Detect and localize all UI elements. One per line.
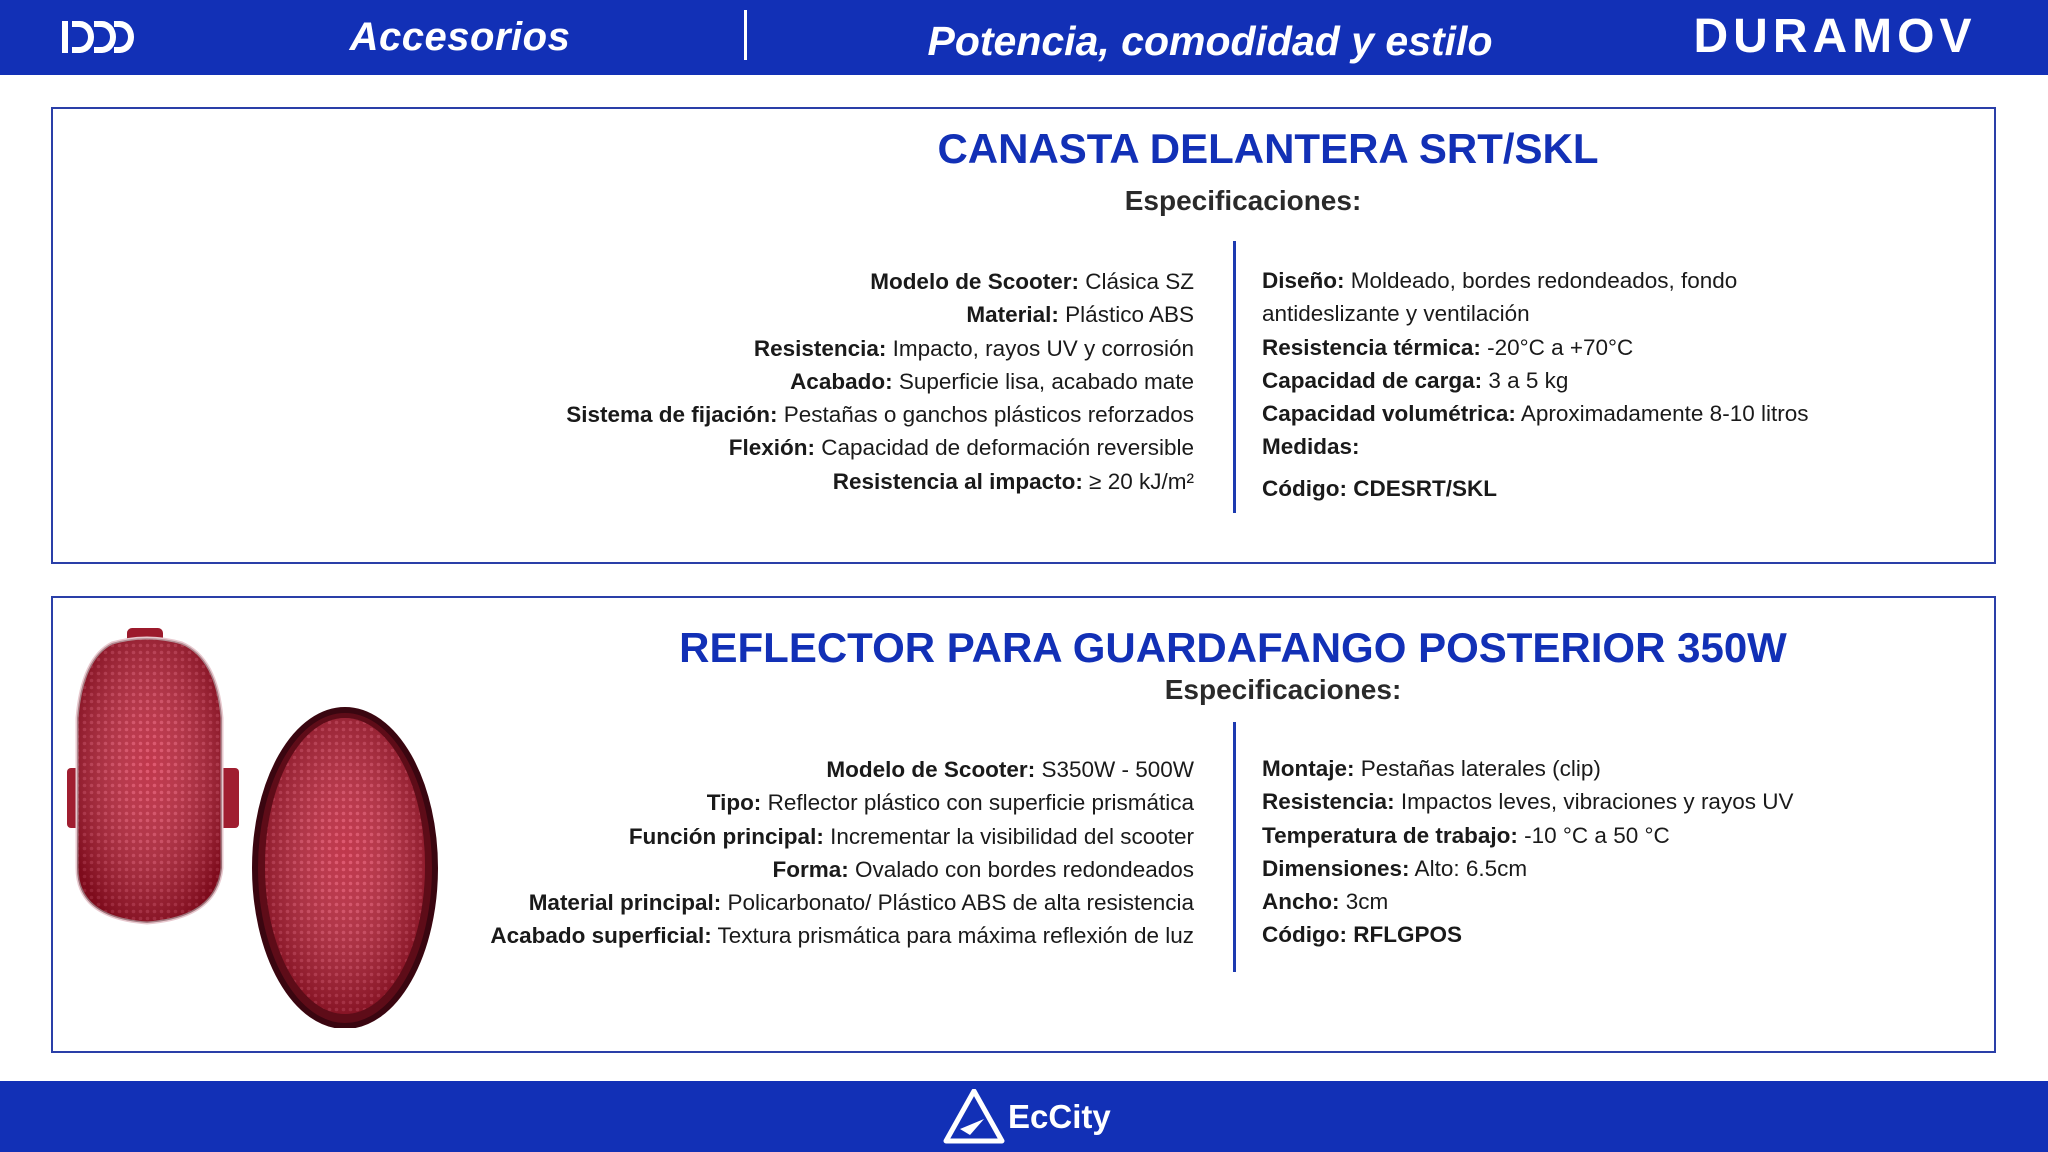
spec-row: Material principal: Policarbonato/ Plástico ABS de alta resistencia [528,890,1194,916]
ddd-logo-icon [60,17,134,57]
spec-row: Sistema de fijación: Pestañas o ganchos plásticos reforzados [566,402,1194,428]
spec-row: Función principal: Incrementar la visibilidad del scooter [628,823,1194,849]
spec-row: Resistencia térmica: -20°C a +70°C [1262,334,1634,360]
spec-row: Capacidad volumétrica: Aproximadamente 8-10 litros [1262,401,1809,427]
specs-left-column [490,753,1194,953]
product-title: CANASTA DELANTERA SRT/SKL [937,125,1599,172]
brand-logo: DURAMOV [1693,10,1977,63]
product-code: Código: RFLGPOS [1262,922,1462,948]
spec-row: Tipo: Reflector plástico con superficie prismática [706,790,1194,816]
top-header-bar [0,0,2048,75]
spec-row: Modelo de Scooter: Clásica SZ [870,269,1194,294]
column-divider [1233,241,1236,513]
red-reflector-image [67,628,467,1028]
spec-row: Forma: Ovalado con bordes redondeados [772,856,1194,882]
spec-row: Temperatura de trabajo: -10 °C a 50 °C [1262,822,1670,848]
specs-heading: Especificaciones: [1164,674,1402,705]
spec-row: Resistencia: Impacto, rayos UV y corrosión [753,335,1194,361]
spec-row: Flexión: Capacidad de deformación reversible [728,435,1194,461]
spec-row: Diseño: Moldeado, bordes redondeados, fondo [1262,268,1738,293]
specs-heading: Especificaciones: [1124,185,1362,216]
spec-row: Resistencia: Impactos leves, vibraciones y rayos UV [1262,789,1794,815]
product-card-reflector [51,596,1996,1053]
spec-row: Medidas: [1262,434,1360,460]
column-divider [1233,722,1236,972]
product-code: Código: CDESRT/SKL [1262,475,1497,501]
product-card-canasta [51,107,1996,564]
specs-right-column [1262,264,1808,505]
header-tagline: Potencia, comodidad y estilo [927,18,1493,64]
spec-row: antideslizante y ventilación [1262,301,1530,327]
spec-row: Material: Plástico ABS [966,302,1194,328]
spec-row: Resistencia al impacto: ≥ 20 kJ/m² [832,468,1194,494]
product-title: REFLECTOR PARA GUARDAFANGO POSTERIOR 350W [679,624,1787,671]
footer-brand: EcCity [1008,1098,1111,1135]
specs-right-column [1262,752,1793,952]
spec-row: Acabado superficial: Textura prismática para máxima reflexión de luz [490,923,1194,949]
spec-row: Capacidad de carga: 3 a 5 kg [1262,367,1569,393]
spec-row: Modelo de Scooter: S350W - 500W [826,757,1194,782]
section-title: Accesorios [349,15,571,59]
spec-row: Acabado: Superficie lisa, acabado mate [790,368,1194,394]
spec-row: Dimensiones: Alto: 6.5cm [1262,855,1528,881]
header-divider [744,10,747,60]
specs-left-column [566,265,1194,498]
spec-row: Montaje: Pestañas laterales (clip) [1262,756,1601,781]
spec-row: Ancho: 3cm [1262,889,1389,915]
